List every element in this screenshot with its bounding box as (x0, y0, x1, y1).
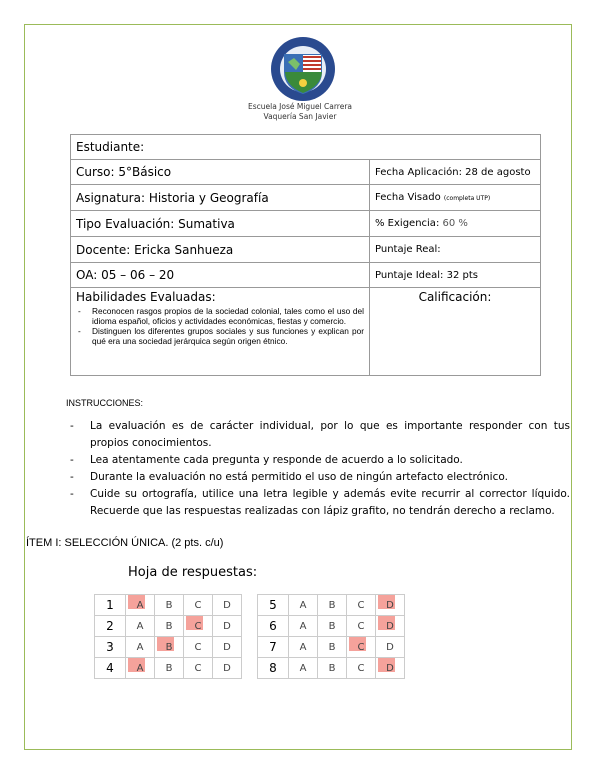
question-number: 2 (95, 616, 126, 637)
answer-option[interactable] (155, 637, 184, 658)
question-number: 8 (258, 658, 289, 679)
habilidades-title: Habilidades Evaluadas: (76, 290, 216, 304)
fecha-aplicacion: Fecha Aplicación: 28 de agosto (370, 160, 541, 185)
answer-option[interactable] (318, 616, 347, 637)
puntaje-real: Puntaje Real: (370, 237, 541, 263)
habilidades-list (76, 306, 364, 346)
habilidad-item: - Distinguen los diferentes grupos sociales y sus funciones y explican por qué era una sociedad jerárquica según origen étnico. (76, 326, 364, 346)
answer-row (258, 637, 405, 658)
answer-option-label: A (299, 641, 307, 653)
answer-option-label: B (328, 662, 336, 674)
answer-option[interactable] (126, 637, 155, 658)
answer-sheet-title: Hoja de respuestas: (128, 565, 258, 580)
answer-option[interactable] (213, 595, 242, 616)
answer-option[interactable] (126, 658, 155, 679)
answer-option[interactable] (289, 616, 318, 637)
answer-option[interactable] (126, 595, 155, 616)
docente: Docente: Ericka Sanhueza (71, 237, 370, 263)
question-number: 4 (95, 658, 126, 679)
answer-option-label: B (328, 599, 336, 611)
answer-option-label: A (299, 620, 307, 632)
answer-option[interactable] (213, 616, 242, 637)
school-location: Vaquería San Javier (263, 112, 337, 121)
answer-option-label: A (136, 620, 144, 632)
answer-row (95, 595, 242, 616)
answer-option-label: C (357, 599, 365, 611)
answer-row (95, 658, 242, 679)
answer-option-label: B (328, 641, 336, 653)
answer-option-label: B (165, 620, 173, 632)
answer-option[interactable] (184, 658, 213, 679)
answer-option[interactable] (318, 595, 347, 616)
answer-option[interactable] (376, 595, 405, 616)
answer-option[interactable] (126, 616, 155, 637)
answer-option-label: B (165, 599, 173, 611)
asignatura: Asignatura: Historia y Geografía (71, 185, 370, 211)
answer-option-label: A (136, 662, 144, 674)
answer-option[interactable] (376, 658, 405, 679)
puntaje-ideal: Puntaje Ideal: 32 pts (370, 263, 541, 288)
school-crest (270, 36, 336, 102)
answer-option-label: A (136, 599, 144, 611)
answer-option[interactable] (347, 658, 376, 679)
instruction-item: - Cuide su ortografía, utilice una letra legible y además evite recurrir al corrector líquido. Recuerde que las respuestas realizadas con lápiz grafito, no tendrán derecho a reclamo. (70, 486, 570, 520)
question-number: 1 (95, 595, 126, 616)
question-number: 7 (258, 637, 289, 658)
instruction-item: - Durante la evaluación no está permitido el uso de ningún artefacto electrónico. (70, 469, 570, 486)
instructions-list (70, 418, 570, 520)
answer-option-label: C (357, 641, 365, 653)
answer-option-label: B (165, 641, 173, 653)
school-name: Escuela José Miguel Carrera (247, 102, 353, 111)
answer-option[interactable] (289, 637, 318, 658)
answer-option[interactable] (184, 637, 213, 658)
answer-option[interactable] (376, 616, 405, 637)
estudiante-label: Estudiante: (71, 135, 541, 160)
answer-option-label: B (328, 620, 336, 632)
answer-row (258, 616, 405, 637)
answer-option-label: D (223, 620, 231, 632)
answer-option-label: C (357, 620, 365, 632)
answer-option-label: D (386, 620, 394, 632)
answer-option-label: C (357, 662, 365, 674)
oa: OA: 05 – 06 – 20 (71, 263, 370, 288)
habilidades-cell (71, 288, 370, 376)
answer-row (258, 658, 405, 679)
answer-option-label: A (136, 641, 144, 653)
question-number: 3 (95, 637, 126, 658)
answer-option-label: D (386, 641, 394, 653)
answer-option-label: C (194, 620, 202, 632)
answer-option-label: D (223, 641, 231, 653)
answer-option-label: B (165, 662, 173, 674)
answer-option[interactable] (155, 595, 184, 616)
answer-option-label: D (386, 662, 394, 674)
answer-option-label: C (194, 641, 202, 653)
answer-option-label: A (299, 599, 307, 611)
tipo-evaluacion: Tipo Evaluación: Sumativa (71, 211, 370, 237)
curso: Curso: 5°Básico (71, 160, 370, 185)
habilidad-item: - Reconocen rasgos propios de la sociedad colonial, tales como el uso del idioma español, oficios y actividades económicas, fiestas y comercio. (76, 306, 364, 326)
answer-option[interactable] (184, 595, 213, 616)
item-title: ÍTEM I: SELECCIÓN ÚNICA. (2 pts. c/u) (26, 537, 224, 549)
instruction-item: - Lea atentamente cada pregunta y responde de acuerdo a lo solicitado. (70, 452, 570, 469)
answer-option[interactable] (213, 658, 242, 679)
answer-row (95, 637, 242, 658)
instruction-item: - La evaluación es de carácter individual, por lo que es importante responder con tus propios conocimientos. (70, 418, 570, 452)
answer-row (95, 616, 242, 637)
answer-option[interactable] (289, 658, 318, 679)
answer-option[interactable] (318, 637, 347, 658)
answer-option[interactable] (289, 595, 318, 616)
answer-row (258, 595, 405, 616)
calificacion: Calificación: (370, 288, 541, 376)
answer-option[interactable] (347, 595, 376, 616)
answer-table-right (257, 594, 405, 679)
answer-option[interactable] (347, 616, 376, 637)
answer-option-label: C (194, 662, 202, 674)
fecha-visado: Fecha Visado (completa UTP) (370, 185, 541, 211)
instructions-title: INSTRUCCIONES: (66, 398, 144, 408)
question-number: 6 (258, 616, 289, 637)
student-info-table (70, 134, 541, 376)
answer-option[interactable] (318, 658, 347, 679)
answer-option-label: C (194, 599, 202, 611)
exigencia: % Exigencia: 60 % (370, 211, 541, 237)
answer-option[interactable] (155, 658, 184, 679)
answer-option-label: D (223, 599, 231, 611)
answer-option[interactable] (184, 616, 213, 637)
answer-option-label: A (299, 662, 307, 674)
question-number: 5 (258, 595, 289, 616)
answer-option[interactable] (213, 637, 242, 658)
answer-table-left (94, 594, 242, 679)
answer-option-label: D (386, 599, 394, 611)
answer-option[interactable] (376, 637, 405, 658)
answer-option[interactable] (347, 637, 376, 658)
answer-option[interactable] (155, 616, 184, 637)
answer-option-label: D (223, 662, 231, 674)
